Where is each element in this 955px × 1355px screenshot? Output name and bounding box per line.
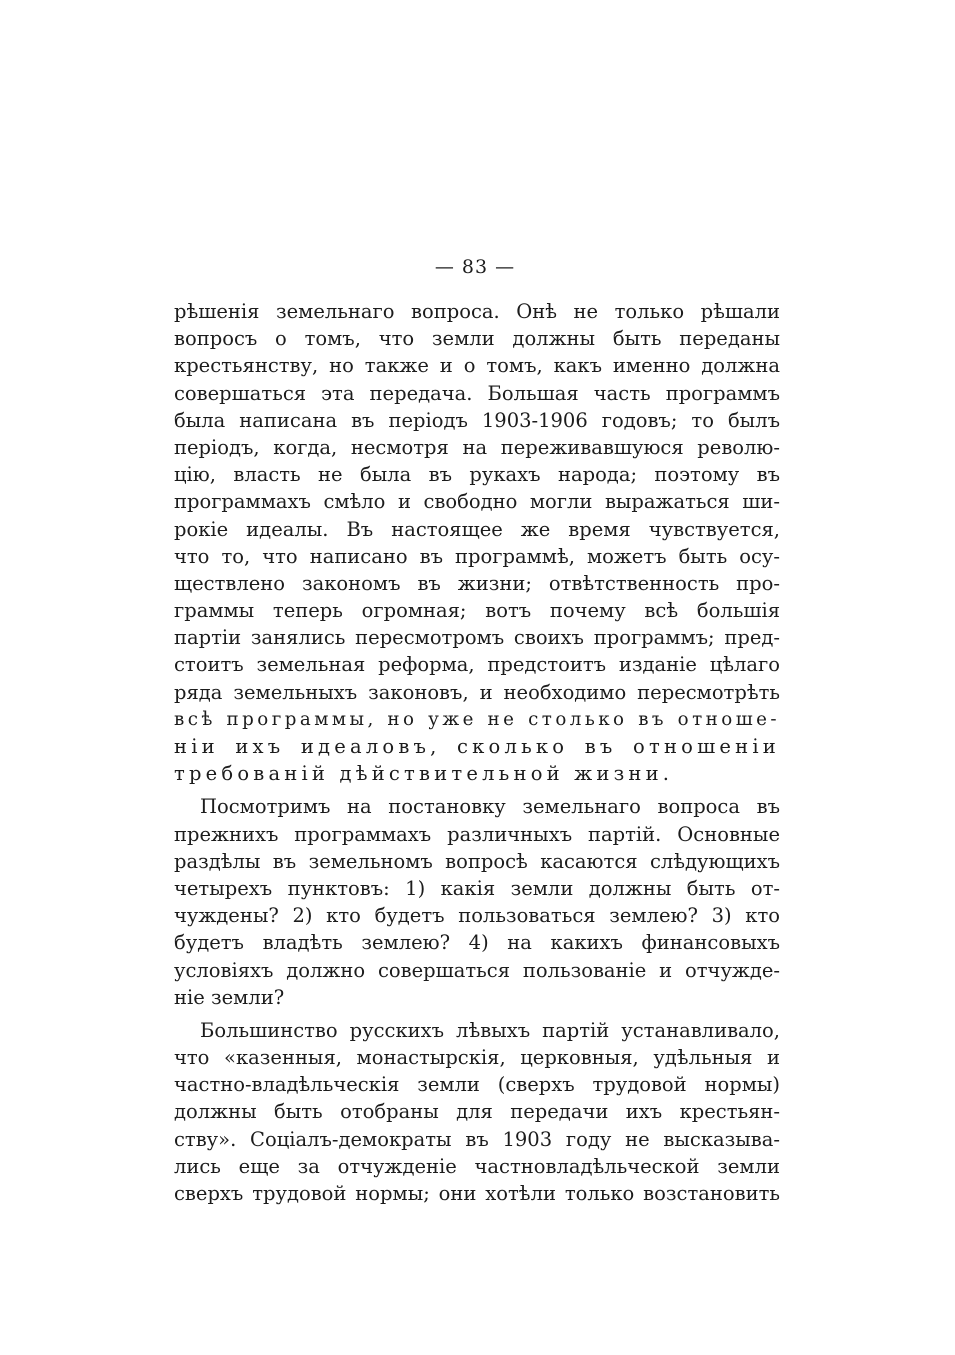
text-line: должны быть отобраны для передачи ихъ крестьян- [174, 1100, 780, 1124]
text-line: ряда земельныхъ законовъ, и необходимо пересмотрѣть [174, 680, 780, 704]
text-line: частно-владѣльческія земли (сверхъ трудовой нормы) [174, 1073, 780, 1097]
text-line: цію, власть не была въ рукахъ народа; поэтому въ [174, 463, 780, 487]
text-line: прежнихъ программахъ различныхъ партій. Основные [174, 822, 780, 846]
text-line: партіи занялись пересмотромъ своихъ программъ; пред- [174, 626, 780, 650]
text-line: будетъ владѣть землею? 4) на какихъ финансовыхъ [174, 931, 780, 955]
text-line: рѣшенія земельнаго вопроса. Онѣ не только рѣшали [174, 300, 780, 323]
text-line: лись еще за отчужденіе частновладѣльческой земли [174, 1154, 780, 1178]
paragraph [174, 298, 780, 787]
text-line: вопросъ о томъ, что земли должны быть переданы [174, 327, 780, 351]
body-text [174, 298, 780, 1207]
text-line: рокіе идеалы. Въ настоящее же время чувствуется, [174, 517, 780, 541]
text-line: что «казенныя, монастырскія, церковныя, удѣльныя и [174, 1046, 780, 1070]
text-line: граммы теперь огромная; вотъ почему всѣ большія [174, 599, 780, 623]
text-line-spaced: требованій дѣйствительной жизни. [174, 762, 674, 786]
text-line: періодъ, когда, несмотря на переживавшуюся револю- [174, 435, 780, 459]
text-line: стоитъ земельная реформа, предстоитъ изданіе цѣлаго [174, 653, 780, 677]
text-line: Посмотримъ на постановку земельнаго вопроса въ [200, 795, 780, 819]
paragraph [174, 1017, 780, 1207]
text-line: что то, что написано въ программѣ, можетъ быть осу- [174, 544, 780, 568]
paragraph [174, 793, 780, 1011]
text-line: четырехъ пунктовъ: 1) какія земли должны быть от- [174, 876, 780, 900]
text-line: программахъ смѣло и свободно могли выражаться ши- [174, 490, 780, 514]
text-line-spaced: всѣ программы, но уже не столько въ отноше- [174, 708, 780, 730]
text-line: ществлено закономъ въ жизни; отвѣтственность про- [174, 571, 780, 595]
text-line: чуждены? 2) кто будетъ пользоваться землею? 3) кто [174, 904, 780, 928]
text-line: раздѣлы въ земельномъ вопросѣ касаются слѣдующихъ [174, 849, 780, 873]
text-line: совершаться эта передача. Большая часть программъ [174, 381, 780, 405]
text-line: была написана въ періодъ 1903-1906 годовъ; то былъ [174, 408, 780, 432]
text-line: ніе земли? [174, 985, 285, 1009]
text-line: Большинство русскихъ лѣвыхъ партій устанавливало, [200, 1018, 780, 1042]
text-line: условіяхъ должно совершаться пользованіе и отчужде- [174, 958, 780, 982]
page-number: — 83 — [434, 256, 516, 278]
text-line-spaced: ніи ихъ идеаловъ, сколько въ отношеніи [174, 735, 780, 758]
text-line: ству». Соціалъ-демократы въ 1903 году не высказыва- [174, 1127, 780, 1151]
text-line: сверхъ трудовой нормы; они хотѣли только возстановить [174, 1182, 780, 1205]
text-line: крестьянству, но также и о томъ, какъ именно должна [174, 354, 780, 378]
